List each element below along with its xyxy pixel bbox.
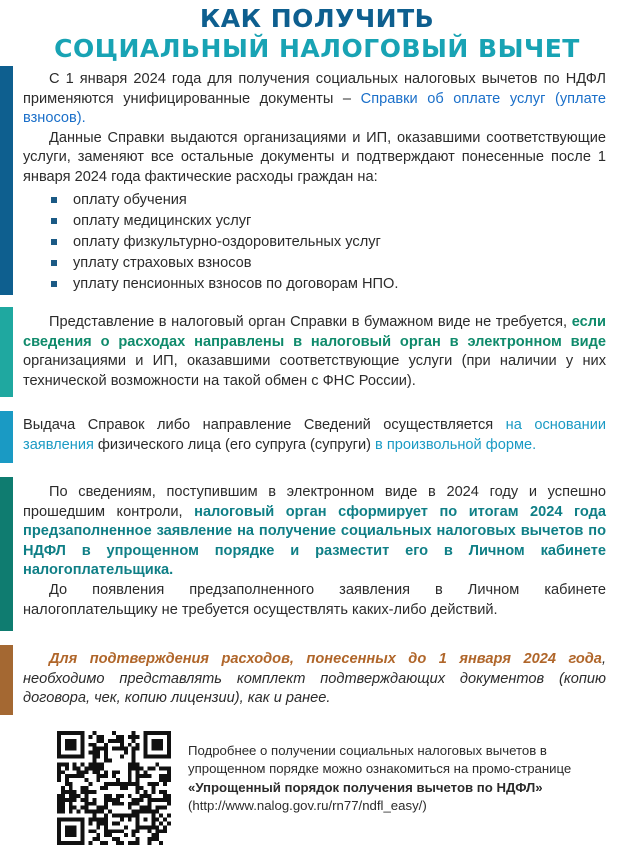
certificates-highlight: Справки об оплате услуг (уплате взносов). — [23, 90, 607, 127]
page-title — [0, 4, 634, 64]
list-item: оплату медицинских услуг — [51, 211, 606, 232]
section-prefilled-application — [0, 477, 634, 631]
title-line-2: СОЦИАЛЬНЫЙ НАЛОГОВЫЙ ВЫЧЕТ — [54, 34, 580, 63]
before-2024-highlight: Для подтверждения расходов, понесенных до 1 января 2024 года — [49, 651, 602, 667]
bullet-icon — [51, 281, 57, 287]
bullet-icon — [51, 239, 57, 245]
list-item: уплату страховых взносов — [51, 253, 606, 274]
certificates-paragraph: Данные Справки выдаются организациями и ИП, оказавшими соответствующие услуги, заменяют все остальные документы и подтверждают понесенные после 1 января 2024 года фактические расходы граждан на: — [23, 129, 606, 185]
section-application — [0, 411, 634, 463]
bullet-icon — [51, 260, 57, 266]
promo-text: Подробнее о получении социальных налоговых вычетов в упрощенном порядке можно ознакомиться на промо-странице — [188, 743, 572, 777]
application-paragraph: Выдача Справок либо направление Сведений осуществляется на основании заявления физического лица (его супруга (супруги) в произвольной форме. — [23, 417, 606, 453]
bullet-icon — [51, 197, 57, 203]
list-item: уплату пенсионных взносов по договорам НПО. — [51, 274, 606, 295]
free-form-highlight: в произвольной форме. — [375, 436, 537, 453]
title-line-1: КАК ПОЛУЧИТЬ — [199, 4, 435, 33]
intro-text: С 1 января 2024 года для получения социальных налоговых вычетов по НДФЛ применяются унифицированные документы – — [23, 71, 606, 107]
section-accent-bar — [0, 645, 13, 715]
section-accent-bar — [0, 307, 13, 397]
bullet-icon — [51, 218, 57, 224]
section-electronic-submission — [0, 307, 634, 397]
intro-paragraph — [23, 70, 606, 129]
promo-url-link[interactable]: (http://www.nalog.gov.ru/rn77/ndfl_easy/) — [188, 798, 427, 814]
qr-code-icon[interactable] — [57, 731, 171, 845]
expense-list — [23, 190, 606, 296]
no-action-paragraph: До появления предзаполненного заявления в Личном кабинете налогоплательщику не требуется осуществлять каких-либо действий. — [23, 581, 606, 618]
prefilled-highlight: налоговый орган сформирует по итогам 2024 года предзаполненное заявление на получение социальных налоговых вычетов по НДФЛ в упрощенном порядке и разместит его в Личном кабинете налогоплательщика. — [23, 503, 607, 579]
list-item: оплату физкультурно-оздоровительных услуг — [51, 232, 606, 253]
electronic-highlight: если сведения о расходах направлены в налоговый орган в электронном виде — [23, 314, 606, 350]
section-accent-bar — [0, 66, 13, 295]
electronic-paragraph: Представление в налоговый орган Справки в бумажном виде не требуется, если сведения о расходах направлены в налоговый орган в электронном виде организациями и ИП, оказавшими соответствующие услуги (при наличии у них технической возможности на такой обмен с ФНС России). — [23, 314, 606, 389]
section-certificates — [0, 66, 634, 295]
section-accent-bar — [0, 477, 13, 631]
promo-page-link[interactable]: «Упрощенный порядок получения вычетов по НДФЛ» — [188, 779, 543, 795]
promo-info — [188, 742, 598, 816]
prefilled-paragraph: По сведениям, поступившим в электронном виде в 2024 году и успешно прошедшим контроли, налоговый орган сформирует по итогам 2024 года предзаполненное заявление на получение социальных налоговых вычетов по НДФЛ в упрощенном порядке и разместит его в Личном кабинете налогоплательщика. — [23, 484, 607, 579]
section-accent-bar — [0, 411, 13, 463]
section-before-2024 — [0, 645, 634, 715]
list-item: оплату обучения — [51, 190, 606, 211]
application-highlight: на основании заявления — [23, 417, 606, 453]
before-2024-paragraph: Для подтверждения расходов, понесенных до 1 января 2024 года, необходимо представлять комплект подтверждающих документов (копию договора, чек, копию лицензии), как и ранее. — [23, 651, 606, 707]
